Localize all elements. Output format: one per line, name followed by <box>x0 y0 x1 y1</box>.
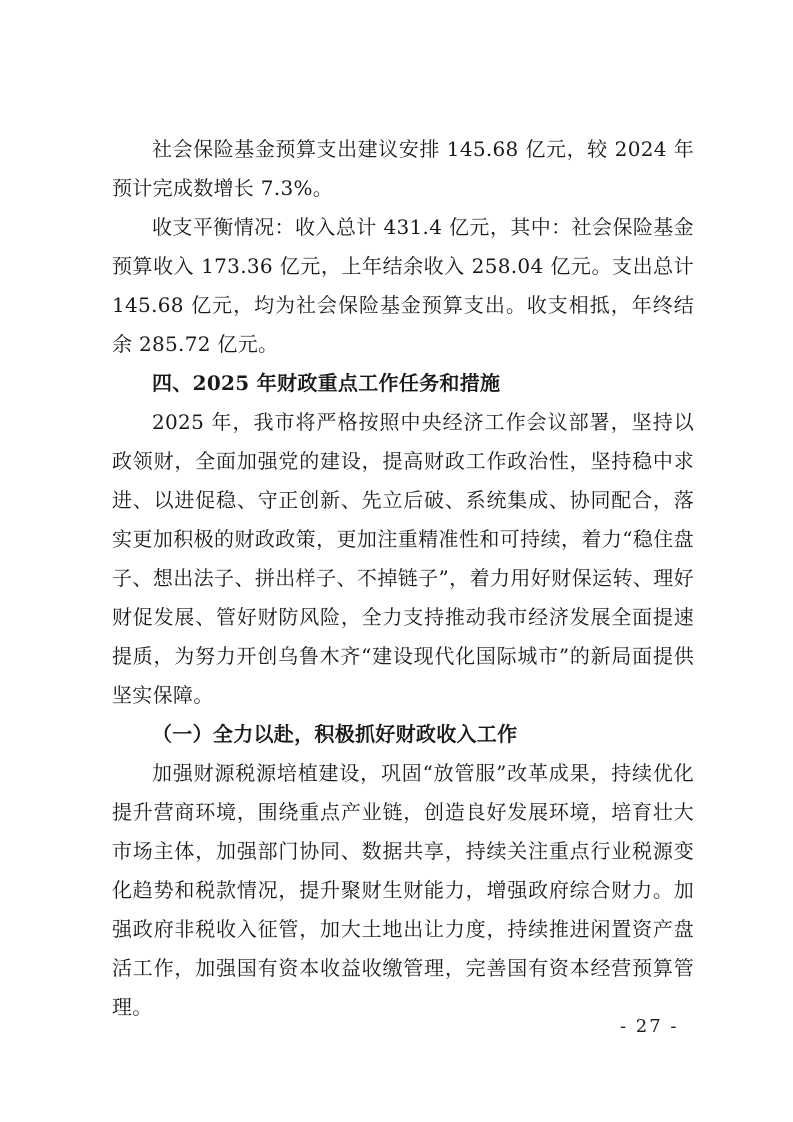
paragraph-revenue-expenditure-balance: 收支平衡情况：收入总计 431.4 亿元，其中：社会保险基金预算收入 173.36 亿元，上年结余收入 258.04 亿元。支出总计 145.68 亿元，均为社会保险基金预算支出。收支相抵，年终结余 285.72 亿元。 <box>112 215 694 356</box>
subsection-heading-revenue-work: （一）全力以赴，积极抓好财政收入工作 <box>152 722 518 746</box>
paragraph-2025-plan: 2025 年，我市将严格按照中央经济工作会议部署，坚持以政领财，全面加强党的建设，提高财政工作政治性，坚持稳中求进、以进促稳、守正创新、先立后破、系统集成、协同配合，落实更加积极的财政政策，更加注重精准性和可持续，着力“稳住盘子、想出法子、拼出样子、不掉链子”，着力用好财保运转、理好财促发展、管好财防风险，全力支持推动我市经济发展全面提速提质，为努力开创乌鲁木齐“建设现代化国际城市”的新局面提供坚实保障。 <box>112 410 694 707</box>
section-heading-key-tasks: 四、2025 年财政重点工作任务和措施 <box>152 371 501 395</box>
page-number: - 27 - <box>620 1016 679 1037</box>
paragraph-social-insurance-expenditure: 社会保险基金预算支出建议安排 145.68 亿元，较 2024 年预计完成数增长 7.3%。 <box>112 137 694 200</box>
document-body <box>112 130 694 1027</box>
paragraph-tax-source-cultivation: 加强财源税源培植建设，巩固“放管服”改革成果，持续优化提升营商环境，围绕重点产业链，创造良好发展环境，培育壮大市场主体，加强部门协同、数据共享，持续关注重点行业税源变化趋势和税款情况，提升聚财生财能力，增强政府综合财力。加强政府非税收入征管，加大土地出让力度，持续推进闲置资产盘活工作，加强国有资本收益收缴管理，完善国有资本经营预算管理。 <box>112 761 694 1019</box>
